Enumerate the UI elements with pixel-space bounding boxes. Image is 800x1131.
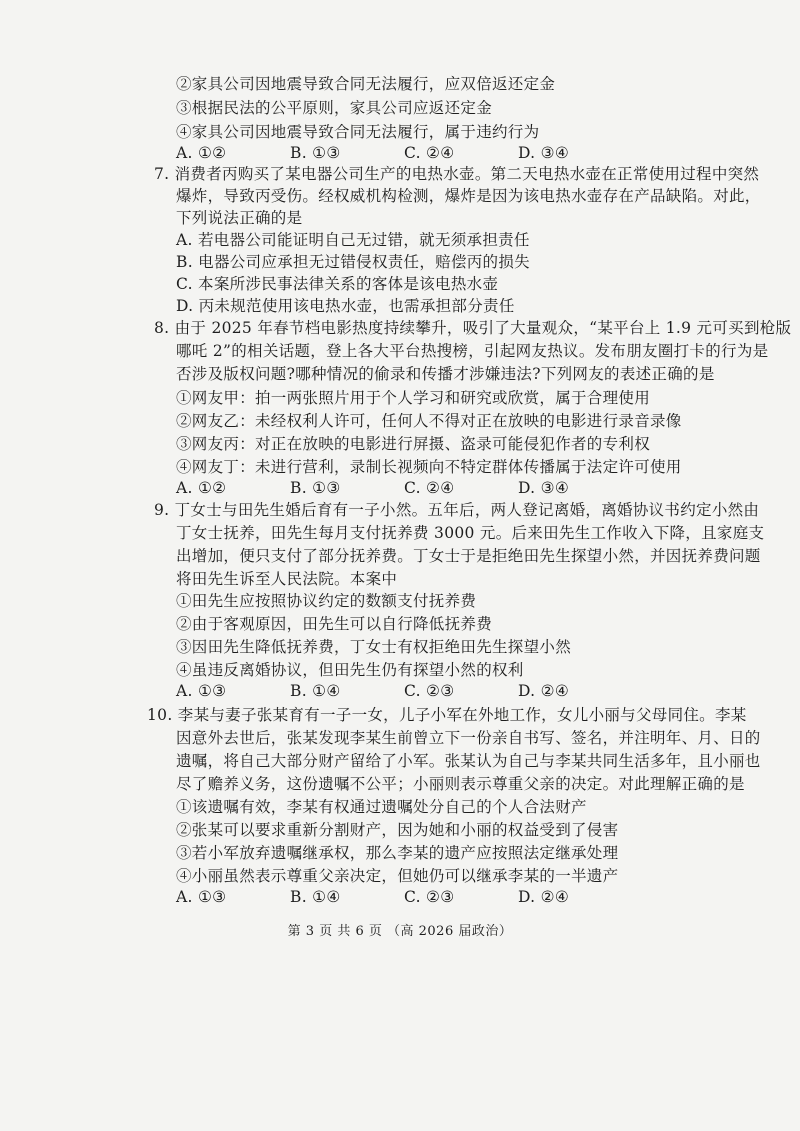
q8-item-3: ③网友丙：对正在放映的电影进行屏摄、盗录可能侵犯作者的专利权 [176, 435, 651, 453]
q7-choice-d: D. 丙未规范使用该电热水壶，也需承担部分责任 [176, 297, 515, 315]
q10-option-b: B. ①④ [290, 888, 341, 906]
q7-stem-1: 7. 消费者丙购买了某电器公司生产的电热水壶。第二天电热水壶在正常使用过程中突然 [154, 165, 760, 183]
q8-option-d: D. ③④ [518, 479, 570, 497]
q6-item-2: ②家具公司因地震导致合同无法履行，应双倍返还定金 [176, 75, 556, 93]
q6-option-a: A. ①② [176, 144, 227, 162]
q6-options [176, 143, 569, 163]
q6-option-c: C. ②④ [404, 144, 455, 162]
q8-option-b: B. ①③ [290, 479, 341, 497]
q9-stem-4: 将田先生诉至人民法院。本案中 [176, 570, 398, 588]
q10-item-2: ②张某可以要求重新分割财产，因为她和小丽的权益受到了侵害 [176, 821, 619, 839]
q9-stem-3: 出增加，便只支付了部分抚养费。丁女士于是拒绝田先生探望小然，并因抚养费问题 [176, 547, 761, 565]
q6-option-d: D. ③④ [518, 144, 570, 162]
q10-option-d: D. ②④ [518, 888, 570, 906]
q8-item-2: ②网友乙：未经权利人许可，任何人不得对正在放映的电影进行录音录像 [176, 412, 682, 430]
q9-item-2: ②由于客观原因，田先生可以自行降低抚养费 [176, 615, 493, 633]
q9-option-c: C. ②③ [404, 682, 455, 700]
q7-choice-a: A. 若电器公司能证明自己无过错，就无须承担责任 [176, 231, 530, 249]
q10-item-4: ④小丽虽然表示尊重父亲决定，但她仍可以继承李某的一半遗产 [176, 867, 619, 885]
q7-stem-2: 爆炸，导致丙受伤。经权威机构检测，爆炸是因为该电热水壶存在产品缺陷。对此， [176, 187, 761, 205]
q8-stem-1: 8. 由于 2025 年春节档电影热度持续攀升，吸引了大量观众，“某平台上 1.9 元可买到枪版 [154, 319, 792, 337]
q10-item-1: ①该遗嘱有效，李某有权通过遗嘱处分自己的个人合法财产 [176, 798, 587, 816]
q10-stem-4: 尽了赡养义务，这份遗嘱不公平；小丽则表示尊重父亲的决定。对此理解正确的是 [176, 775, 745, 793]
q9-stem-2: 丁女士抚养，田先生每月支付抚养费 3000 元。后来田先生工作收入下降，且家庭支 [176, 524, 765, 542]
q10-item-3: ③若小军放弃遗嘱继承权，那么李某的遗产应按照法定继承处理 [176, 844, 619, 862]
q9-options [176, 681, 569, 701]
q9-item-1: ①田先生应按照协议约定的数额支付抚养费 [176, 592, 477, 610]
q6-item-4: ④家具公司因地震导致合同无法履行，属于违约行为 [176, 123, 540, 141]
q9-option-b: B. ①④ [290, 682, 341, 700]
q10-option-a: A. ①③ [176, 888, 227, 906]
page-footer: 第 3 页 共 6 页 （高 2026 届政治） [287, 924, 513, 939]
q7-choice-c: C. 本案所涉民事法律关系的客体是该电热水壶 [176, 275, 499, 293]
q8-stem-3: 否涉及版权问题?哪种情况的偷录和传播才涉嫌违法?下列网友的表述正确的是 [176, 365, 715, 383]
q9-stem-1: 9. 丁女士与田先生婚后育有一子小然。五年后，两人登记离婚，离婚协议书约定小然由 [154, 501, 760, 519]
q10-options [176, 887, 569, 907]
q10-stem-3: 遗嘱，将自己大部分财产留给了小军。张某认为自己与李某共同生活多年，且小丽也 [176, 752, 761, 770]
q9-item-4: ④虽违反离婚协议，但田先生仍有探望小然的权利 [176, 661, 524, 679]
q8-options [176, 478, 569, 498]
q9-option-a: A. ①③ [176, 682, 227, 700]
q8-option-c: C. ②④ [404, 479, 455, 497]
q8-stem-2: 哪吒 2”的相关话题，登上各大平台热搜榜，引起网友热议。发布朋友圈打卡的行为是 [176, 342, 769, 360]
q10-option-c: C. ②③ [404, 888, 455, 906]
q6-item-3: ③根据民法的公平原则，家具公司应返还定金 [176, 99, 493, 117]
q8-item-1: ①网友甲：拍一两张照片用于个人学习和研究或欣赏，属于合理使用 [176, 389, 651, 407]
q10-stem-2: 因意外去世后，张某发现李某生前曾立下一份亲自书写、签名，并注明年、月、日的 [176, 729, 761, 747]
q9-option-d: D. ②④ [518, 682, 570, 700]
q8-option-a: A. ①② [176, 479, 227, 497]
q10-stem-1: 10. 李某与妻子张某育有一子一女，儿子小军在外地工作，女儿小丽与父母同住。李某 [147, 706, 747, 724]
q7-choice-b: B. 电器公司应承担无过错侵权责任，赔偿丙的损失 [176, 253, 530, 271]
q9-item-3: ③因田先生降低抚养费，丁女士有权拒绝田先生探望小然 [176, 638, 572, 656]
q7-stem-3: 下列说法正确的是 [176, 209, 303, 227]
q6-option-b: B. ①③ [290, 144, 341, 162]
q8-item-4: ④网友丁：未进行营利，录制长视频向不特定群体传播属于法定许可使用 [176, 458, 682, 476]
